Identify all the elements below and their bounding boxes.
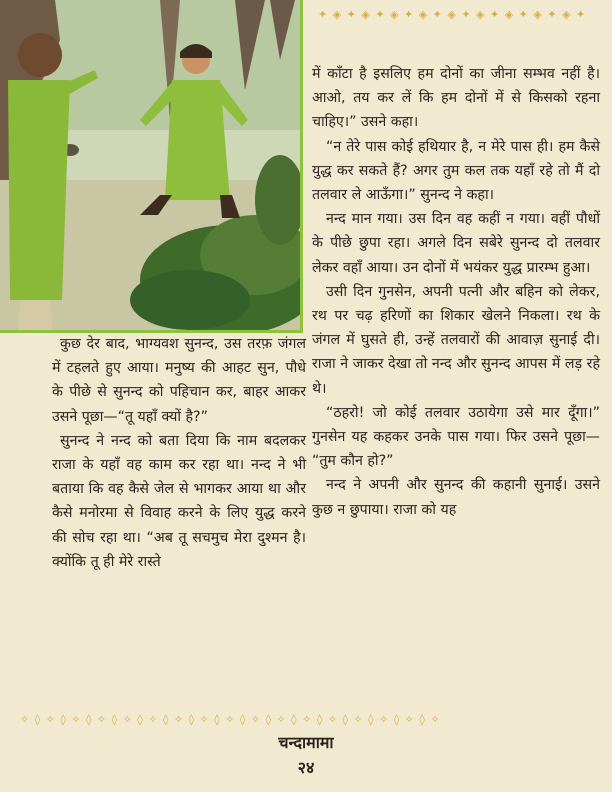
paragraph: “ठहरो! जो कोई तलवार उठायेगा उसे मार दूँगा।” गुनसेन यह कहकर उनके पास गया। फिर उसने पूछा— “तुम कौन हो?”: [312, 404, 600, 470]
paragraph: में काँटा है इसलिए हम दोनों का जीना सम्भव नहीं है। आओ, तय कर लें कि हम दोनों में से किसको रहना चाहिए।” उसने कहा।: [312, 66, 600, 131]
forest-duel-illustration: [0, 0, 300, 330]
story-illustration: [0, 0, 303, 333]
page-number: २४: [297, 758, 315, 777]
bottom-ornament-border: ✧ ◊ ✧ ◊ ✧ ◊ ✧ ◊ ✧ ◊ ✧ ◊ ✧ ◊ ✧ ◊ ✧ ◊ ✧ ◊ ✧ ◊ ✧ ◊ ✧ ◊ ✧ ◊ ✧ ◊ ✧ ◊ ✧: [20, 713, 441, 726]
magazine-title: चन्दामामा: [278, 733, 334, 752]
top-ornament-border: ✦ ◈ ✦ ◈ ✦ ◈ ✦ ◈ ✦ ◈ ✦ ◈ ✦ ◈ ✦ ◈ ✦ ◈ ✦: [318, 8, 587, 21]
left-text-column: [52, 332, 306, 574]
paragraph: “न तेरे पास कोई हथियार है, न मेरे पास ही। हम कैसे युद्ध कर सकते हैं? अगर तुम कल तक यहाँ रहे तो मैं दो तलवार ले आऊँगा।” सुनन्द ने कहा।: [312, 138, 600, 204]
paragraph: उसी दिन गुनसेन, अपनी पत्नी और बहिन को लेकर, रथ पर चढ़ हरिणों का शिकार खेलने निकला। रथ के जंगल में घुसते ही, उन्हें तलवारों की आवाज़ सुनाई दी। राजा ने जाकर देखा तो नन्द और सुनन्द आपस में लड़ रहे थे।: [312, 283, 600, 397]
paragraph: नन्द ने अपनी और सुनन्द की कहानी सुनाई। उसने कुछ न छुपाया। राजा को यह: [312, 477, 600, 518]
paragraph: नन्द मान गया। उस दिन वह कहीं न गया। वहीं पौधों के पीछे छुपा रहा। अगले दिन सबेरे सुनन्द दो तलवार लेकर वहाँ आया। उन दोनों में भयंकर युद्ध प्रारम्भ हुआ।: [312, 211, 600, 276]
paragraph: कुछ देर बाद, भाग्यवश सुनन्द, उस तरफ़ जंगल में टहलते हुए आया। मनुष्य की आहट सुन, पौधे के पीछे से सुनन्द को पहिचान कर, बाहर आकर उसने पूछा—“तू यहाँ क्यों है?”: [52, 336, 306, 425]
right-text-column: [312, 62, 600, 522]
paragraph: सुनन्द ने नन्द को बता दिया कि नाम बदलकर राजा के यहाँ वह काम कर रहा था। नन्द ने भी बताया कि वह कैसे जेल से भागकर आया था और कैसे मनोरमा से विवाह करने के लिए युद्ध करने की सोच रहा था। “अब तू सचमुच मेरा दुश्मन है। क्योंकि तू ही मेरे रास्ते: [52, 432, 306, 570]
